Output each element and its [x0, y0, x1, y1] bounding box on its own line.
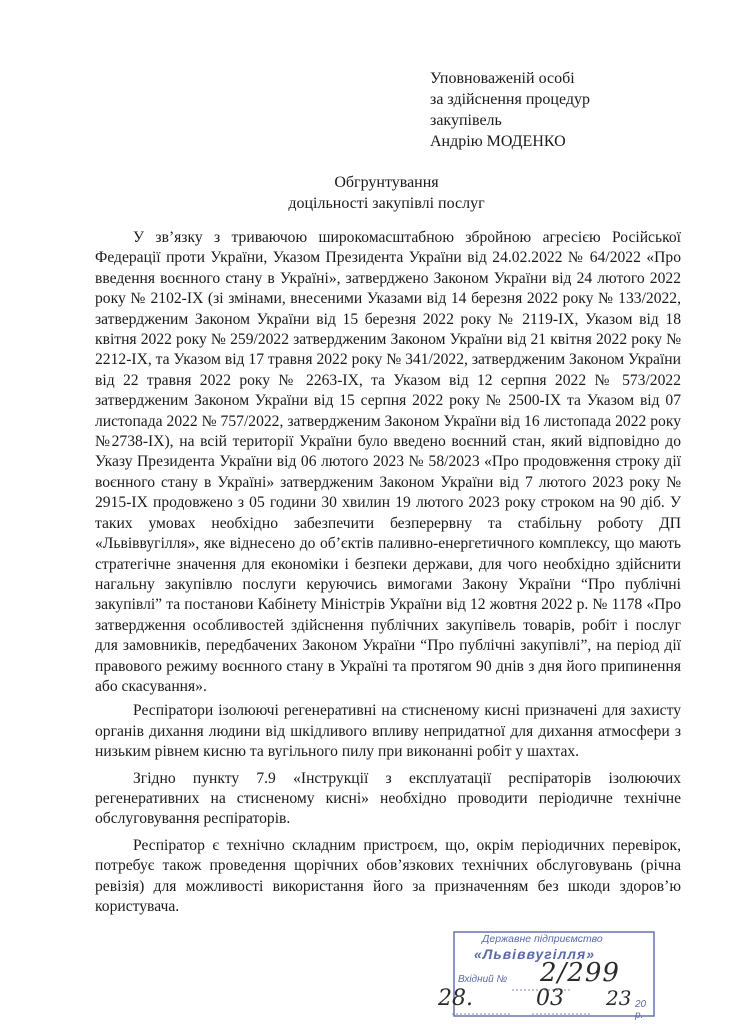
stamp-org-line: Державне підприємство: [482, 933, 603, 945]
stamp-incoming-label: Вхідний №: [458, 974, 508, 985]
document-subtitle: доцільності закупівлі послуг: [288, 195, 485, 212]
addressee-line: за здійснення процедур: [430, 91, 591, 108]
stamp-month: 03: [536, 986, 564, 1011]
document-body: [95, 228, 681, 917]
stamp-day: 28.: [438, 986, 473, 1011]
addressee-block: [430, 68, 590, 152]
addressee-name: Андрію МОДЕНКО: [430, 133, 566, 150]
stamp-year: 23: [606, 986, 632, 1010]
addressee-line: Уповноваженій особі: [430, 70, 575, 87]
registration-stamp: [438, 930, 657, 1021]
paragraph: Респіратор є технічно складним пристроєм, що, окрім періодичних перевірок, потребує також проведення щорічних обов’язкових технічних обслуговувань (річна ревізія) для можливості використання його за призначенням без шкоди здоров’ю користувача.: [95, 836, 681, 915]
stamp-year-label: 20 р.: [635, 999, 647, 1021]
paragraph: Згідно пункту 7.9 «Інструкції з експлуатації респіраторів ізолюючих регенеративних на стисненому кисні» необхідно проводити періодичне технічне обслуговування респіраторів.: [95, 769, 681, 828]
document-title: Обгрунтування: [334, 174, 439, 191]
stamp-org-name: «Львіввугілля»: [474, 946, 596, 962]
paragraph: У зв’язку з триваючою широкомасштабною збройною агресією Російської Федерації проти України, Указом Президента України від 24.02.2022 № 64/2022 «Про введення воєнного стану в Україні», затверджено Законом України від 24 лютого 2022 року № 2102-IX (зі змінами, внесеними Указами від 14 березня 2022 року № 133/2022, затвердженим Законом України від 15 березня 2022 року № 2119-IX, Указом від 18 квітня 2022 року № 259/2022 затвердженим Законом України від 21 квітня 2022 року № 2212-IX, та Указом від 17 травня 2022 року № 341/2022, затвердженим Законом України від 22 травня 2022 року № 2263-IX, та Указом від 12 серпня 2022 № 573/2022 затвердженим Законом України від 15 серпня 2022 року № 2500-IX та Указом від 07 листопада 2022 № 757/2022, затвердженим Законом України від 16 листопада 2022 року №2738-IX), на всій території України було введено воєнний стан, який відповідно до Указу Президента України від 06 лютого 2023 № 58/2023 «Про продовження строку дії воєнного стану в Україні» затвердженим Законом України від 7 лютого 2023 року № 2915-IX продовжено з 05 години 30 хвилин 19 лютого 2023 року строком на 90 діб. У таких умовах необхідно забезпечити безперервну та стабільну роботу ДП «Львіввугілля», яке віднесено до об’єктів паливно-енергетичного комплексу, що мають стратегічне значення для економіки і безпеки держави, для чого необхідно здійснити нагальну закупівлю послуги керуючись вимогами Закону України “Про публічні закупівлі” та постанови Кабінету Міністрів України від 12 жовтня 2022 р. № 1178 «Про затвердження особливостей здійснення публічних закупівель товарів, робіт і послуг для замовників, передбачених Законом України “Про публічні закупівлі”, на період дії правового режиму воєнного стану в Україні та протягом 90 днів з дня його припинення або скасування».: [95, 229, 681, 695]
stamp-incoming-number: 2/299: [540, 958, 620, 988]
addressee-line: закупівель: [430, 112, 502, 129]
paragraph: Респіратори ізолюючі регенеративні на стисненому кисні призначені для захисту органів дихання людини від шкідливого впливу непридатної для дихання атмосфери з низьким рівнем кисню та вугільного пилу при виконанні робіт у шахтах.: [95, 702, 681, 761]
